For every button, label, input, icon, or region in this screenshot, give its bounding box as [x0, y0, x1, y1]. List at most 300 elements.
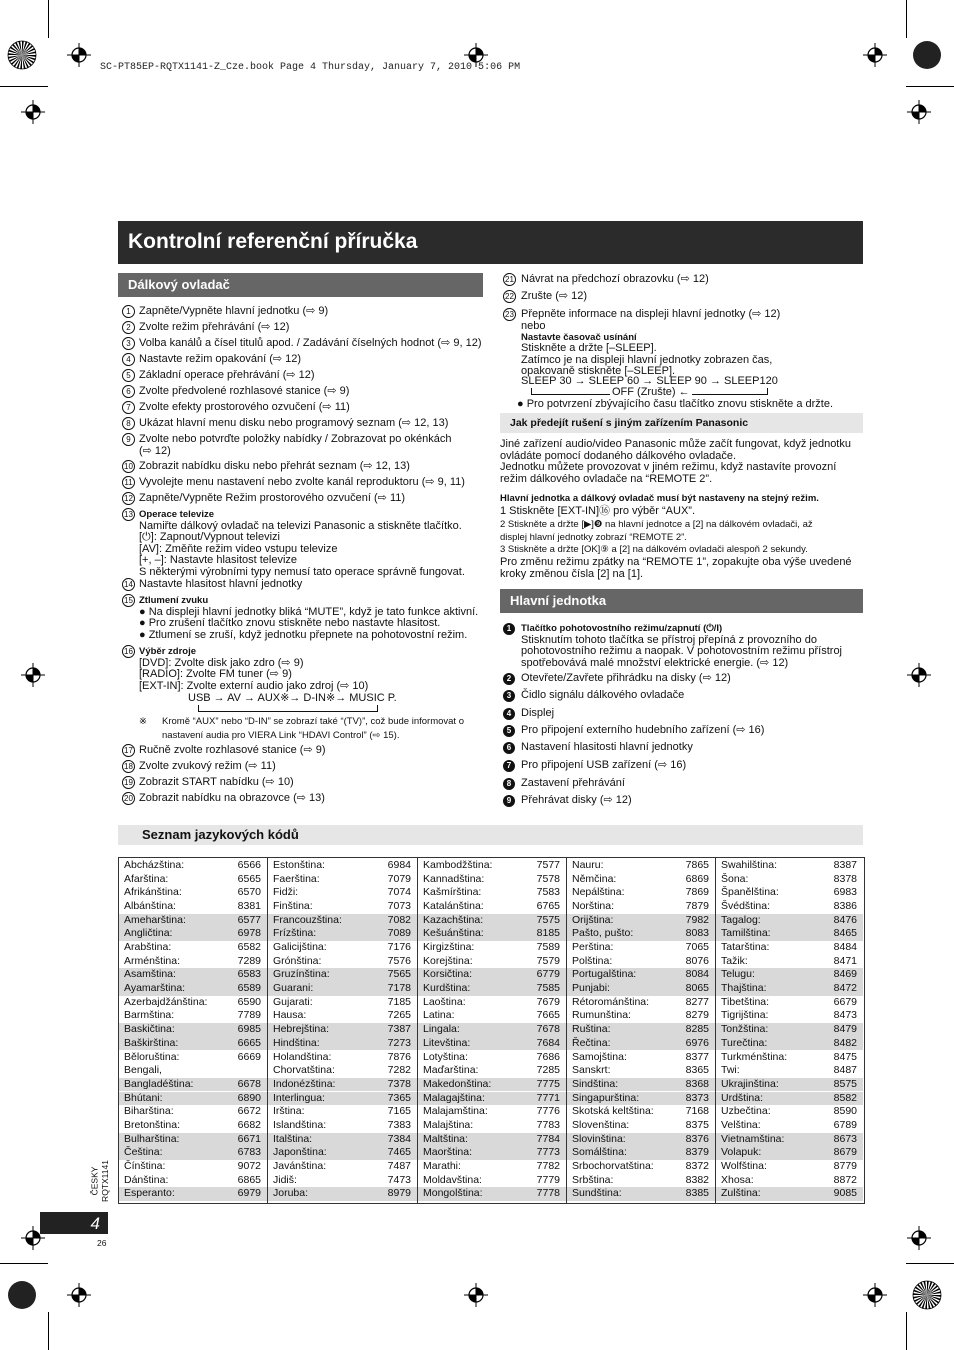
language-name: Kirgizština: — [423, 941, 475, 954]
language-name: Portugalština: — [572, 968, 637, 981]
sleep-timer-text: Stiskněte a držte [–SLEEP]. — [521, 342, 657, 354]
language-row — [567, 1051, 715, 1065]
language-code: 8872 — [833, 1173, 857, 1186]
language-name: Lingala: — [423, 1023, 460, 1036]
language-code: 7585 — [536, 982, 560, 995]
main-unit-item-text: Nastavení hlasitosti hlavní jednotky — [521, 741, 693, 753]
language-name: Maorština: — [423, 1146, 473, 1159]
language-code: 7265 — [387, 1009, 411, 1022]
language-name: Francouzština: — [273, 913, 342, 926]
language-name: Rétorománština: — [572, 995, 650, 1008]
language-code: 8279 — [685, 1009, 709, 1022]
language-code: 7073 — [387, 900, 411, 913]
language-name: Slovinština: — [572, 1132, 626, 1145]
language-name: Skotská keltština: — [572, 1105, 654, 1118]
language-code: 6590 — [237, 995, 261, 1008]
page-title: Kontrolní referenční příručka — [128, 230, 418, 253]
language-code: 7387 — [387, 1023, 411, 1036]
language-code: 7869 — [685, 886, 709, 899]
item-number-badge: 2 — [122, 321, 135, 334]
language-code: 6669 — [237, 1050, 261, 1063]
interference-text: ovládáte pomocí dodaného dálkového ovladače. — [500, 449, 737, 462]
language-row — [716, 1037, 863, 1051]
language-name: Sanskrt: — [572, 1064, 611, 1077]
language-name: Punjabi: — [572, 982, 610, 995]
language-row — [119, 955, 267, 969]
language-name: Moldavština: — [423, 1173, 482, 1186]
remote-item-text: Nastavte režim opakování (⇨ 12) — [139, 353, 302, 365]
language-code: 7684 — [536, 1036, 560, 1049]
language-row — [119, 1064, 267, 1078]
language-row — [418, 900, 566, 914]
language-name: Němčina: — [572, 872, 617, 885]
language-row — [567, 1160, 715, 1174]
language-row — [418, 955, 566, 969]
language-code: 7784 — [536, 1132, 560, 1145]
item-number-badge: 12 — [122, 492, 135, 505]
language-code: 6869 — [685, 872, 709, 885]
interference-step: 2 Stiskněte a držte [▶]❾ na hlavní jednotce a [2] na dálkovém ovladači, až — [500, 519, 813, 530]
language-code: 7578 — [536, 872, 560, 885]
language-row — [119, 900, 267, 914]
language-row — [418, 1092, 566, 1106]
language-row — [418, 1160, 566, 1174]
language-code: 6589 — [237, 982, 261, 995]
language-code: 7576 — [387, 954, 411, 967]
language-name: Volapuk: — [721, 1146, 762, 1159]
language-code: 8382 — [685, 1173, 709, 1186]
registration-mark-icon — [907, 663, 931, 687]
remote-item-text: Ukázat hlavní menu disku nebo programový seznam (⇨ 12, 13) — [139, 417, 449, 429]
language-row — [418, 1064, 566, 1078]
language-row — [716, 873, 863, 887]
color-target-icon — [7, 1280, 37, 1310]
main-unit-item-text: Zastavení přehrávání — [521, 777, 625, 789]
language-name: Wolfština: — [721, 1159, 767, 1172]
language-row — [567, 1187, 715, 1201]
language-name: Mongolština: — [423, 1187, 483, 1200]
main-unit-item-text: Pro připojení externího hudebního zařízení (⇨ 16) — [521, 724, 765, 736]
language-code: 6678 — [237, 1077, 261, 1090]
language-row — [119, 1037, 267, 1051]
language-name: Esperanto: — [124, 1187, 175, 1200]
language-row — [567, 900, 715, 914]
language-row — [716, 927, 863, 941]
page-number-box — [40, 1212, 108, 1234]
remote-item-text: Zobrazit nabídku na obrazovce (⇨ 13) — [139, 792, 325, 804]
language-row — [119, 1187, 267, 1201]
language-code: 7678 — [536, 1023, 560, 1036]
language-code: 8083 — [685, 927, 709, 940]
language-name: Rumunština: — [572, 1009, 631, 1022]
language-code: 8373 — [685, 1091, 709, 1104]
item-number-badge: 5 — [122, 369, 135, 382]
language-name: Ayamarština: — [124, 982, 186, 995]
registration-mark-icon — [464, 1283, 488, 1307]
language-code: 7982 — [685, 913, 709, 926]
language-name: Faerština: — [273, 872, 320, 885]
manual-code-label: RQTX1141 — [99, 1160, 110, 1202]
sleep-cycle-flow: SLEEP 30 → SLEEP 60 → SLEEP 90 → SLEEP120 — [521, 375, 778, 387]
item-number-badge: 5 — [503, 725, 515, 737]
language-row — [268, 1160, 417, 1174]
language-row — [567, 873, 715, 887]
language-name: Indonézština: — [273, 1077, 336, 1090]
crop-mark — [0, 1263, 48, 1264]
language-row — [418, 1023, 566, 1037]
language-row — [418, 927, 566, 941]
language-row — [119, 1009, 267, 1023]
language-row — [567, 1037, 715, 1051]
item-number-badge: 13 — [122, 508, 135, 521]
language-row — [119, 982, 267, 996]
language-row — [268, 886, 417, 900]
language-code: 7074 — [387, 886, 411, 899]
language-code: 8185 — [536, 927, 560, 940]
main-unit-item-text: Otevřete/Zavřete přihrádku na disky (⇨ 12) — [521, 672, 731, 684]
language-name: Holandština: — [273, 1050, 332, 1063]
color-target-icon — [912, 1280, 942, 1310]
item-number-badge: 7 — [122, 401, 135, 414]
language-code: 7282 — [387, 1064, 411, 1077]
language-code: 6570 — [237, 886, 261, 899]
language-code: 6865 — [237, 1173, 261, 1186]
language-row — [716, 1064, 863, 1078]
language-code: 6565 — [237, 872, 261, 885]
crop-mark — [0, 86, 48, 87]
language-name: Uzbečtina: — [721, 1105, 771, 1118]
language-name: Grónština: — [273, 954, 322, 967]
language-row — [716, 914, 863, 928]
language-code: 7089 — [387, 927, 411, 940]
remote-item-text: ● Pro zrušení tlačítko znovu stiskněte nebo nastavte hlasitost. — [139, 617, 441, 629]
language-code: 8471 — [833, 954, 857, 967]
registration-mark-icon — [21, 100, 45, 124]
sleep-timer-text: opakovaně stiskněte [–SLEEP]. — [521, 365, 676, 377]
registration-mark-icon — [863, 1283, 887, 1307]
language-name: Zulština: — [721, 1187, 761, 1200]
language-name: Maltština: — [423, 1132, 468, 1145]
item-number-badge: 9 — [122, 433, 135, 446]
item-number-badge: 8 — [122, 417, 135, 430]
language-code: 6789 — [833, 1118, 857, 1131]
interference-text: režim dálkového ovladače na “REMOTE 2”. — [500, 472, 713, 485]
color-target-icon — [912, 40, 942, 70]
language-row — [716, 941, 863, 955]
remote-item-text: Přepněte informace na displeji hlavní jednotky (⇨ 12) — [521, 308, 781, 320]
remote-item-text: [RADIO]: Zvolte FM tuner (⇨ 9) — [139, 668, 292, 680]
language-name: Hausa: — [273, 1009, 307, 1022]
language-code: 6985 — [237, 1023, 261, 1036]
language-row — [268, 1174, 417, 1188]
source-cycle-return-line — [198, 705, 378, 712]
language-row — [418, 1051, 566, 1065]
language-row — [268, 873, 417, 887]
language-row — [119, 1146, 267, 1160]
language-code: 6583 — [237, 968, 261, 981]
footnote-mark: ※ — [139, 716, 147, 727]
language-code: 6679 — [833, 995, 857, 1008]
language-row — [418, 859, 566, 873]
language-code: 6890 — [237, 1091, 261, 1104]
main-unit-item-text: pohotovostního režimu a naopak. V pohotovostním režimu přístroj — [521, 645, 843, 657]
language-name: Dánština: — [124, 1173, 169, 1186]
language-name: Azerbajdžánština: — [124, 995, 208, 1008]
language-code: 7065 — [685, 941, 709, 954]
language-code: 7665 — [536, 1009, 560, 1022]
remote-item-text: nebo — [521, 319, 546, 332]
remote-item-text: Namiřte dálkový ovladač na televizi Panasonic a stiskněte tlačítko. — [139, 519, 462, 532]
language-row — [418, 996, 566, 1010]
language-row — [716, 1092, 863, 1106]
language-code: 6783 — [237, 1146, 261, 1159]
item-number-badge: 1 — [122, 305, 135, 318]
language-code: 7365 — [387, 1091, 411, 1104]
language-code: 7778 — [536, 1187, 560, 1200]
language-name: Jidiš: — [273, 1173, 297, 1186]
language-row — [268, 914, 417, 928]
language-code: 8582 — [833, 1091, 857, 1104]
language-code: 7876 — [387, 1050, 411, 1063]
language-row — [716, 1133, 863, 1147]
language-code: 6682 — [237, 1118, 261, 1131]
language-row — [119, 1119, 267, 1133]
language-name: Bengali, — [124, 1064, 162, 1077]
language-row — [418, 1174, 566, 1188]
language-row — [716, 955, 863, 969]
language-code: 6665 — [237, 1036, 261, 1049]
language-name: Marathi: — [423, 1159, 461, 1172]
language-row — [418, 982, 566, 996]
remote-item-text: Zapněte/Vypněte Režim prostorového ozvučení (⇨ 11) — [139, 492, 406, 504]
sleep-timer-title: Nastavte časovač usínání — [521, 332, 637, 343]
language-row — [716, 1078, 863, 1092]
language-row — [119, 1105, 267, 1119]
remote-item-title: Ztlumení zvuku — [139, 595, 209, 606]
language-row — [567, 886, 715, 900]
language-name: Irština: — [273, 1105, 305, 1118]
interference-header — [500, 413, 863, 433]
language-row — [716, 1187, 863, 1201]
language-row — [119, 859, 267, 873]
language-row — [268, 1078, 417, 1092]
language-code: 7577 — [536, 859, 560, 871]
language-code: 7487 — [387, 1159, 411, 1172]
language-name: Telugu: — [721, 968, 755, 981]
item-number-badge: 2 — [503, 673, 515, 685]
language-name: Barmština: — [124, 1009, 175, 1022]
language-code: 6672 — [237, 1105, 261, 1118]
language-name: Turečtina: — [721, 1036, 768, 1049]
language-row — [418, 941, 566, 955]
remote-item-text: ● Na displeji hlavní jednotky bliká “MUTE”, když je tato funkce aktivní. — [139, 605, 479, 618]
language-name: Nauru: — [572, 859, 604, 871]
language-name: Finština: — [273, 900, 313, 913]
language-row — [418, 1119, 566, 1133]
footnote-text: nastavení audia pro VIERA Link “HDAVI Control” (⇨ 15). — [162, 729, 400, 741]
language-row — [716, 1119, 863, 1133]
language-row — [716, 996, 863, 1010]
language-row — [567, 941, 715, 955]
language-row — [716, 982, 863, 996]
language-name: Frízština: — [273, 927, 317, 940]
language-code: 8076 — [685, 954, 709, 967]
interference-step: displej hlavní jednotky zobrazí “REMOTE 2”. — [500, 531, 687, 543]
main-unit-section-header — [500, 589, 863, 613]
language-column — [268, 858, 418, 1203]
language-row — [716, 1051, 863, 1065]
language-name: Kešuánština: — [423, 927, 484, 940]
language-row — [119, 996, 267, 1010]
language-name: Arabština: — [124, 941, 172, 954]
language-code: 8465 — [833, 927, 857, 940]
item-number-badge: 4 — [122, 353, 135, 366]
language-codes-heading: Seznam jazykových kódů — [142, 827, 299, 842]
language-code: 6577 — [237, 913, 261, 926]
interference-warning: Hlavní jednotka a dálkový ovladač musí být nastaveny na stejný režim. — [500, 493, 819, 504]
language-name: Hebrejština: — [273, 1023, 330, 1036]
language-row — [567, 1146, 715, 1160]
language-row — [418, 1187, 566, 1201]
language-code: 8285 — [685, 1023, 709, 1036]
language-row — [567, 968, 715, 982]
language-row — [268, 1119, 417, 1133]
language-row — [268, 1051, 417, 1065]
language-code: 7176 — [387, 941, 411, 954]
language-code: 8387 — [833, 859, 857, 871]
remote-item-text: [DVD]: Zvolte disk jako zdro (⇨ 9) — [139, 656, 304, 669]
language-code: 8386 — [833, 900, 857, 913]
language-code: 8679 — [833, 1146, 857, 1159]
language-row — [716, 859, 863, 873]
language-name: Somálština: — [572, 1146, 627, 1159]
language-code: 8487 — [833, 1064, 857, 1077]
language-row — [418, 1009, 566, 1023]
language-name: Afarština: — [124, 872, 169, 885]
registration-mark-icon — [863, 43, 887, 67]
language-code: 6983 — [833, 886, 857, 899]
main-unit-item-text: Displej — [521, 707, 555, 719]
language-name: Norština: — [572, 900, 615, 913]
language-code: 7473 — [387, 1173, 411, 1186]
interference-step: 3 Stiskněte a držte [OK]⑨ a [2] na dálkovém ovladači alespoň 2 sekundy. — [500, 544, 808, 555]
language-column — [418, 858, 567, 1203]
interference-heading: Jak předejít rušení s jiným zařízením Panasonic — [510, 417, 749, 429]
language-code: 8476 — [833, 913, 857, 926]
remote-item-text: [EXT-IN]: Zvolte externí audio jako zdroj (⇨ 10) — [139, 679, 369, 692]
language-row — [268, 968, 417, 982]
item-number-badge: 7 — [503, 760, 515, 772]
language-row — [119, 1174, 267, 1188]
language-code: 8377 — [685, 1050, 709, 1063]
language-row — [716, 1160, 863, 1174]
item-number-badge: 11 — [122, 476, 135, 489]
language-row — [567, 1064, 715, 1078]
remote-item-text: ● Ztlumení se zruší, když jednotku přepnete na pohotovostní režim. — [139, 628, 468, 641]
language-code: 8590 — [833, 1105, 857, 1118]
language-name: Čínština: — [124, 1159, 166, 1172]
language-name: Malajamština: — [423, 1105, 488, 1118]
language-name: Perština: — [572, 941, 614, 954]
language-code: 7579 — [536, 954, 560, 967]
crop-mark — [906, 86, 954, 87]
sleep-timer-note: ● Pro potvrzení zbývajícího času tlačítko znovu stiskněte a držte. — [517, 398, 834, 410]
language-code: 7378 — [387, 1077, 411, 1090]
registration-mark-icon — [21, 663, 45, 687]
crop-mark — [48, 0, 49, 38]
language-code: 6984 — [387, 859, 411, 871]
language-name: Litevština: — [423, 1036, 471, 1049]
item-number-badge: 15 — [122, 594, 135, 607]
language-code: 7285 — [536, 1064, 560, 1077]
language-row — [268, 996, 417, 1010]
language-column — [567, 858, 716, 1203]
language-row — [716, 1023, 863, 1037]
language-code: 7779 — [536, 1173, 560, 1186]
language-code: 7383 — [387, 1118, 411, 1131]
page-number: 4 — [90, 1214, 100, 1233]
language-row — [716, 1174, 863, 1188]
language-name: Srbochorvatština: — [572, 1159, 654, 1172]
language-code: 7185 — [387, 995, 411, 1008]
language-name: Hindština: — [273, 1036, 320, 1049]
remote-item-text: Návrat na předchozí obrazovku (⇨ 12) — [521, 273, 709, 285]
language-row — [716, 1146, 863, 1160]
remote-item-text: Základní operace přehrávání (⇨ 12) — [139, 369, 315, 381]
registration-mark-icon — [907, 1226, 931, 1250]
language-row — [119, 1051, 267, 1065]
item-number-badge: 20 — [122, 792, 135, 805]
item-number-badge: 6 — [503, 742, 515, 754]
language-code: 8378 — [833, 872, 857, 885]
item-number-badge: 9 — [503, 795, 515, 807]
language-name: Korejština: — [423, 954, 473, 967]
language-row — [268, 1064, 417, 1078]
language-row — [567, 1092, 715, 1106]
language-code: 9072 — [237, 1159, 261, 1172]
language-row — [567, 996, 715, 1010]
language-name: Tibetština: — [721, 995, 770, 1008]
language-name: Malajština: — [423, 1118, 474, 1131]
language-name: Tamilština: — [721, 927, 771, 940]
interference-text: Jiné zařízení audio/video Panasonic může začít fungovat, když jednotku — [500, 438, 851, 450]
language-row — [567, 1133, 715, 1147]
language-code: 7082 — [387, 913, 411, 926]
language-name: Pašto, pušto: — [572, 927, 634, 940]
language-name: Řečtina: — [572, 1036, 611, 1049]
language-name: Tigrijština: — [721, 1009, 769, 1022]
language-row — [119, 1078, 267, 1092]
item-number-badge: 10 — [122, 460, 135, 473]
remote-heading: Dálkový ovladač — [128, 277, 230, 292]
language-code: 7384 — [387, 1132, 411, 1145]
language-codes-table — [118, 857, 865, 1204]
crop-mark — [906, 0, 907, 38]
language-name: Latina: — [423, 1009, 455, 1022]
remote-item-text: Volba kanálů a čísel titulů apod. / Zadávání číselných hodnot (⇨ 9, 12) — [139, 337, 482, 349]
language-row — [418, 968, 566, 982]
language-row — [567, 914, 715, 928]
side-code — [100, 1158, 112, 1210]
language-row — [119, 941, 267, 955]
language-code: 7575 — [536, 913, 560, 926]
language-row — [268, 982, 417, 996]
language-row — [567, 1119, 715, 1133]
language-code: 7273 — [387, 1036, 411, 1049]
language-row — [567, 955, 715, 969]
language-name: Tagalog: — [721, 913, 761, 926]
language-code: 7165 — [387, 1105, 411, 1118]
